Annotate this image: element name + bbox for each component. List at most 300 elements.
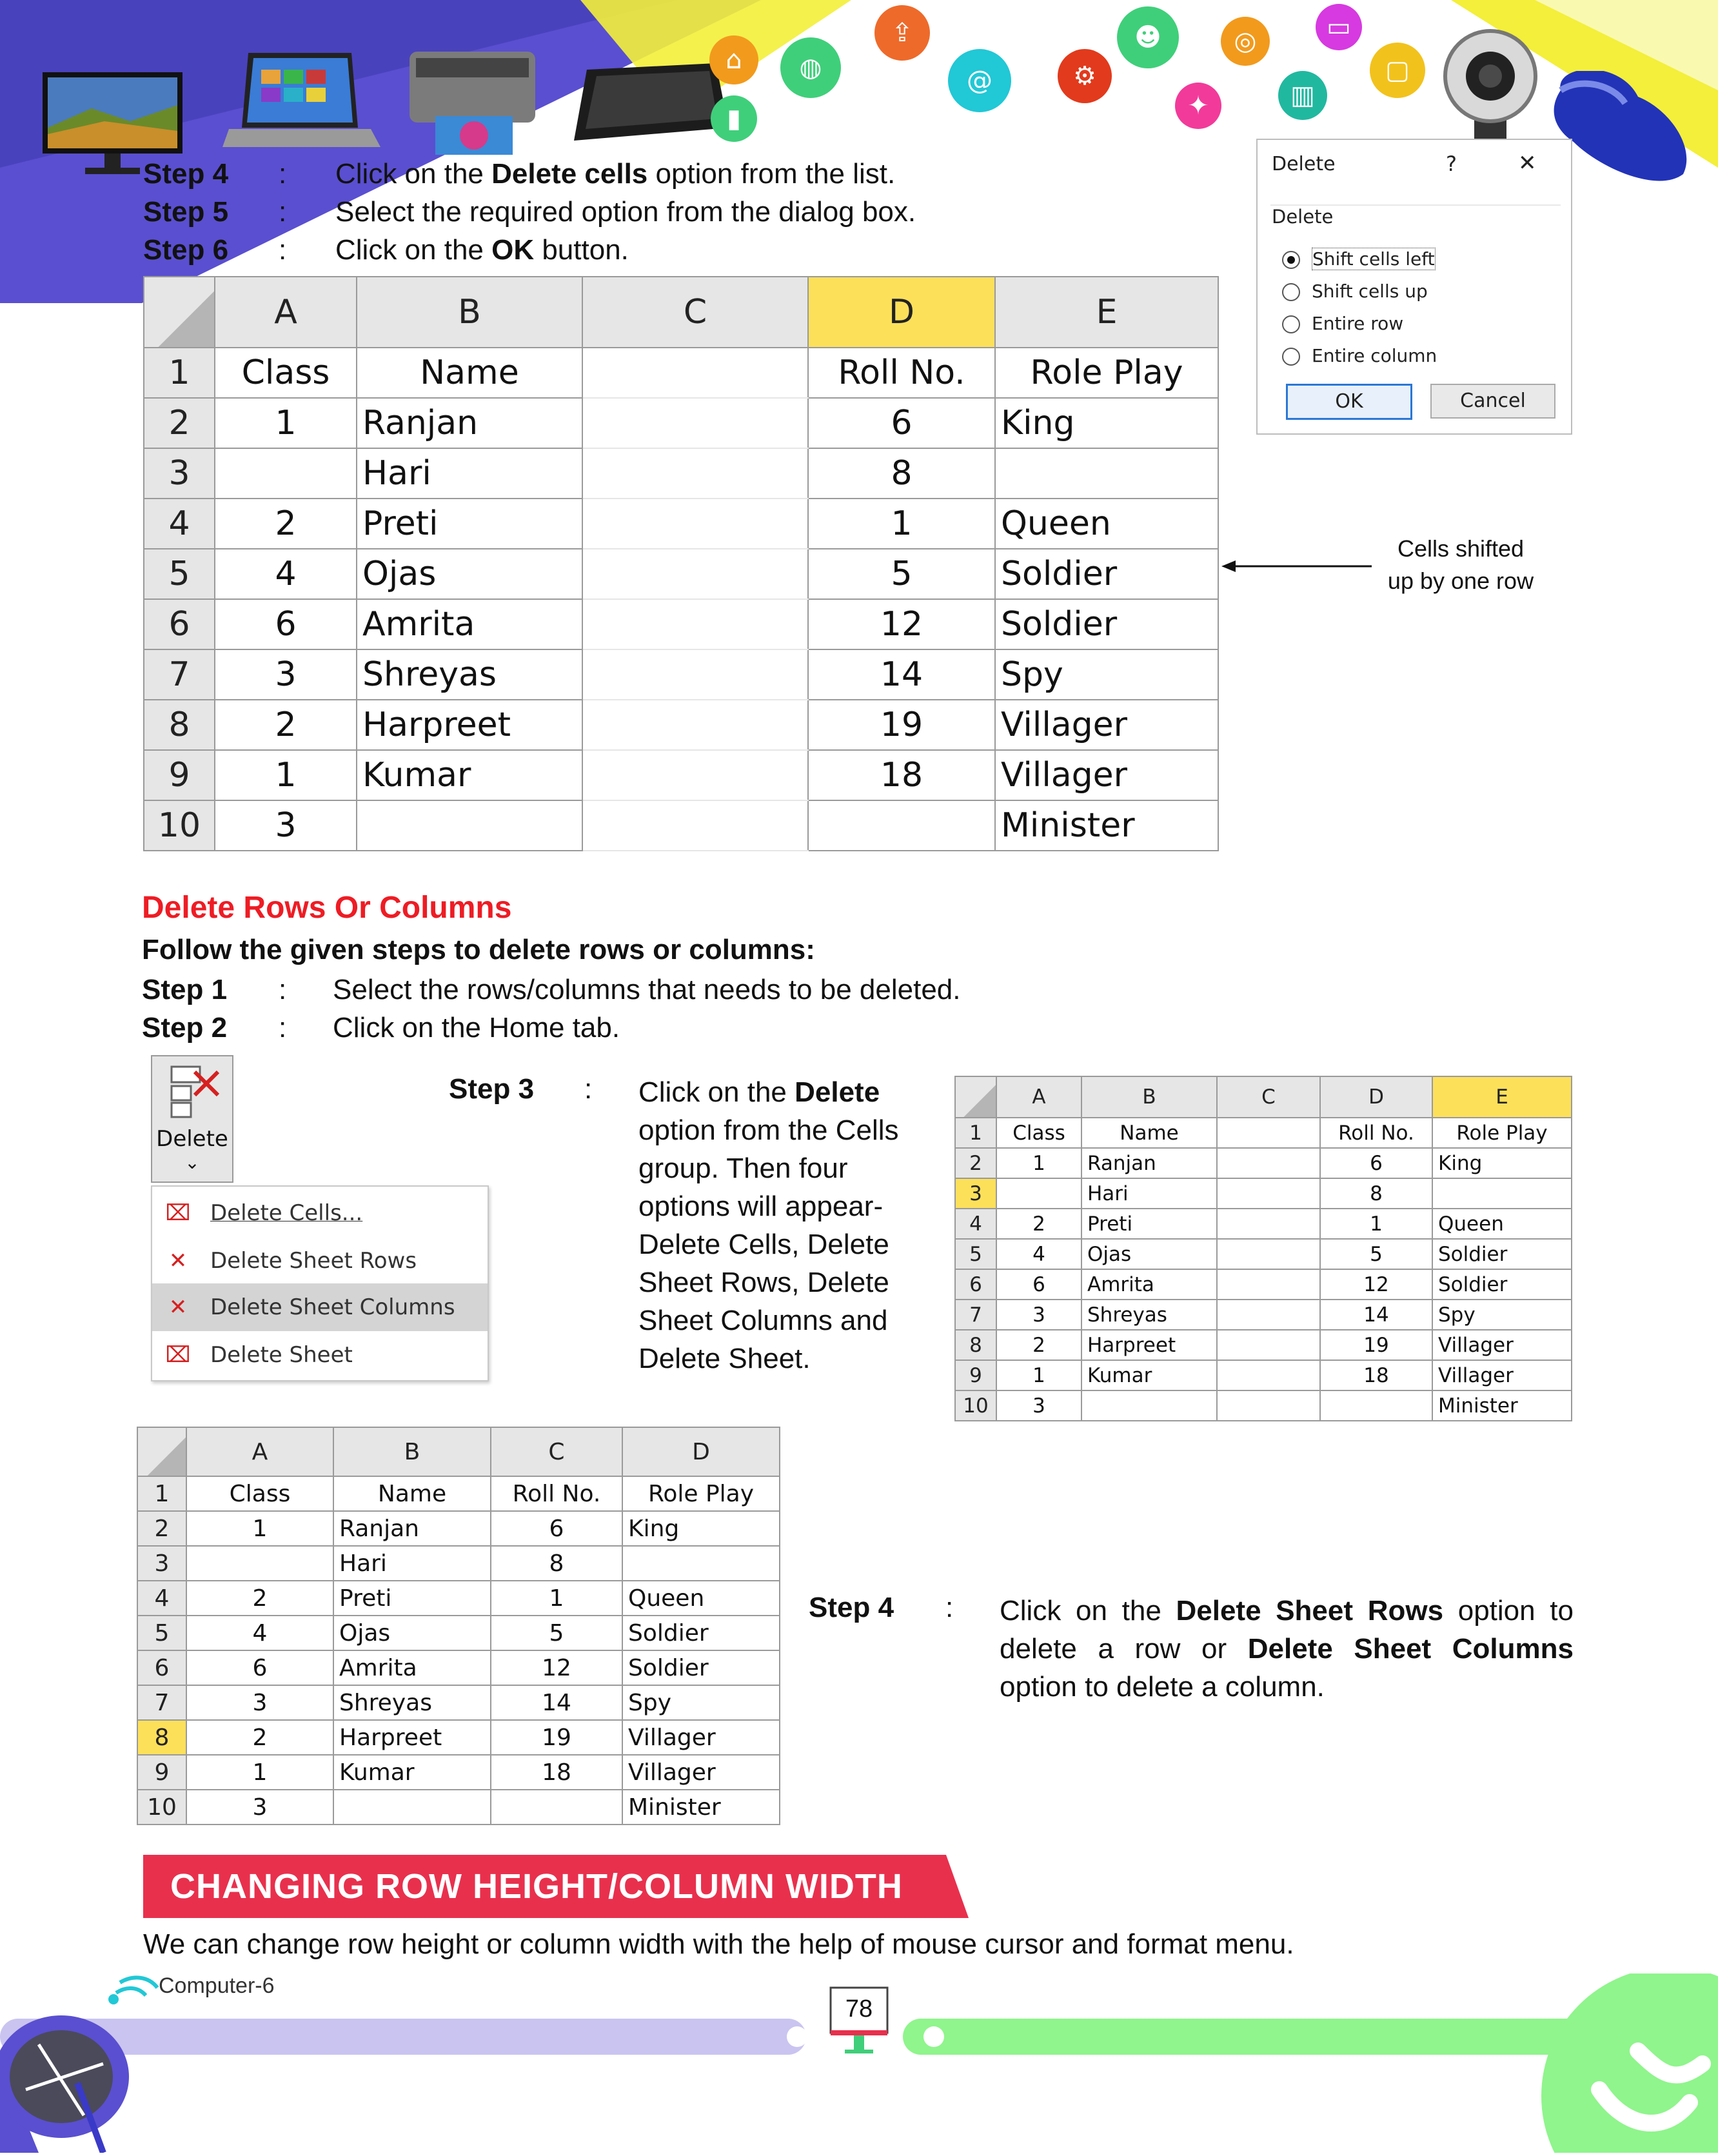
delete-dropdown-menu [151, 1185, 489, 1381]
step-sep: : [279, 1012, 287, 1043]
cell[interactable] [582, 649, 808, 700]
step4-sep: : [945, 1592, 954, 1623]
row-header[interactable]: 6 [144, 599, 215, 649]
step4-text-bold: Delete Sheet Columns [1247, 1633, 1574, 1665]
table-row [144, 348, 1218, 398]
column-header[interactable]: D [1320, 1076, 1432, 1118]
delete-cells-icon [161, 1062, 223, 1121]
row-header[interactable]: 2 [955, 1148, 996, 1178]
cell[interactable]: 5 [491, 1616, 622, 1650]
cell[interactable]: Class [215, 348, 357, 398]
cell[interactable]: 12 [808, 599, 995, 649]
table-row [137, 1546, 780, 1581]
cell[interactable] [333, 1790, 491, 1825]
step3-line [638, 1073, 922, 1111]
cell[interactable] [215, 448, 357, 499]
table-row [955, 1178, 1572, 1209]
cell[interactable]: Ojas [357, 549, 582, 599]
cell[interactable] [582, 599, 808, 649]
cell[interactable] [1217, 1118, 1320, 1148]
row-header[interactable]: 2 [144, 398, 215, 448]
at-icon: @ [948, 49, 1011, 112]
column-header[interactable]: B [357, 277, 582, 348]
step3-line: option from the Cells [638, 1114, 899, 1146]
cell[interactable]: Spy [622, 1685, 780, 1720]
cell[interactable]: 3 [186, 1685, 333, 1720]
cell[interactable]: Minister [622, 1790, 780, 1825]
cell[interactable]: Villager [995, 700, 1218, 750]
spreadsheet-shifted [143, 276, 1219, 851]
table-row [144, 800, 1218, 851]
table-row [144, 599, 1218, 649]
radio[interactable] [1282, 283, 1300, 301]
step-text: Select the rows/columns that needs to be deleted. [333, 974, 961, 1005]
column-header[interactable]: E [1432, 1076, 1572, 1118]
menu-item-delete-sheet[interactable] [152, 1331, 488, 1379]
cell[interactable]: Class [186, 1476, 333, 1511]
annotation-line: Cells shifted [1397, 535, 1525, 562]
row-header[interactable]: 6 [137, 1650, 186, 1685]
cell[interactable]: 12 [491, 1650, 622, 1685]
cell[interactable]: Preti [333, 1581, 491, 1616]
cell[interactable]: Preti [1081, 1209, 1217, 1239]
cell[interactable]: 3 [215, 649, 357, 700]
step3-line: Delete Cells, Delete [638, 1229, 889, 1260]
cell[interactable] [582, 750, 808, 800]
mouse-icon: ⌂ [709, 35, 758, 84]
cell[interactable]: Queen [622, 1581, 780, 1616]
column-header[interactable]: A [186, 1427, 333, 1476]
row-header[interactable]: 10 [955, 1390, 996, 1421]
table-row [955, 1269, 1572, 1300]
cell[interactable] [582, 348, 808, 398]
row-header[interactable]: 5 [955, 1239, 996, 1269]
cell[interactable]: 8 [491, 1546, 622, 1581]
cell[interactable]: Name [333, 1476, 491, 1511]
select-all-corner[interactable] [955, 1076, 996, 1118]
row-header[interactable]: 3 [137, 1546, 186, 1581]
dialog-group-label: Delete [1272, 206, 1338, 228]
cell[interactable]: 1 [215, 398, 357, 448]
cell[interactable]: Soldier [1432, 1239, 1572, 1269]
upload-icon: ⇪ [874, 5, 930, 61]
cell[interactable]: Soldier [995, 549, 1218, 599]
row-header[interactable]: 7 [137, 1685, 186, 1720]
cell[interactable]: Ranjan [333, 1511, 491, 1546]
footer-book-title: Computer-6 [159, 1973, 275, 1998]
table-row [137, 1755, 780, 1790]
gamepad-icon: ✦ [1175, 83, 1221, 129]
column-header[interactable]: C [491, 1427, 622, 1476]
cell[interactable]: 19 [491, 1720, 622, 1755]
step4-text-part: option to delete a column. [1000, 1671, 1325, 1703]
row-header[interactable]: 5 [137, 1616, 186, 1650]
cell[interactable]: 2 [215, 499, 357, 549]
cell[interactable]: 6 [1320, 1148, 1432, 1178]
delete-columns-icon: ✕ [168, 1294, 188, 1320]
cell[interactable]: 2 [996, 1330, 1081, 1360]
annotation-text [1367, 533, 1554, 597]
cell[interactable]: Amrita [333, 1650, 491, 1685]
cell[interactable]: Villager [622, 1720, 780, 1755]
cell[interactable]: 6 [186, 1650, 333, 1685]
step-row [143, 155, 1207, 193]
annotation-line: up by one row [1387, 568, 1534, 594]
cell[interactable] [1217, 1239, 1320, 1269]
step3-line: Sheet Columns and [638, 1305, 888, 1336]
cell[interactable] [1081, 1390, 1217, 1421]
people-icon: ☻ [1117, 6, 1179, 68]
cell[interactable]: 3 [996, 1390, 1081, 1421]
radio-selected[interactable] [1282, 251, 1300, 269]
cell[interactable] [1217, 1269, 1320, 1300]
cell[interactable]: 6 [808, 398, 995, 448]
step-text-bold: OK [491, 234, 535, 266]
table-row [137, 1720, 780, 1755]
cell[interactable]: Villager [1432, 1360, 1572, 1390]
scanner-image [568, 57, 732, 147]
spreadsheet-column-deleted [137, 1427, 780, 1825]
cell[interactable]: 2 [215, 700, 357, 750]
step3-line: Delete Sheet. [638, 1343, 811, 1374]
step4-text-bold: Delete Sheet Rows [1176, 1595, 1444, 1627]
cell[interactable] [582, 398, 808, 448]
row-header[interactable]: 8 [144, 700, 215, 750]
cell[interactable]: Minister [1432, 1390, 1572, 1421]
cell[interactable]: Ranjan [357, 398, 582, 448]
cell[interactable]: Class [996, 1118, 1081, 1148]
cell[interactable] [1217, 1360, 1320, 1390]
table-row [137, 1616, 780, 1650]
row-header[interactable]: 4 [955, 1209, 996, 1239]
column-header[interactable]: D [622, 1427, 780, 1476]
cell[interactable]: 8 [1320, 1178, 1432, 1209]
cell[interactable]: Soldier [995, 599, 1218, 649]
menu-item-delete-sheet-rows[interactable] [152, 1237, 488, 1285]
row-header[interactable]: 7 [144, 649, 215, 700]
row-header[interactable]: 1 [137, 1476, 186, 1511]
column-header[interactable]: B [333, 1427, 491, 1476]
radio[interactable] [1282, 348, 1300, 366]
help-button[interactable]: ? [1446, 152, 1457, 176]
cell[interactable]: 1 [186, 1511, 333, 1546]
delete-cells-icon: ⌧ [165, 1200, 191, 1226]
radio[interactable] [1282, 315, 1300, 333]
row-header[interactable]: 9 [955, 1360, 996, 1390]
step3-line: Sheet Rows, Delete [638, 1267, 889, 1298]
step-label: Step 5 [143, 196, 229, 228]
row-header[interactable]: 4 [144, 499, 215, 549]
dialog-options [1282, 243, 1437, 372]
corner-triangle-icon [138, 1428, 186, 1476]
step-text-post: button. [534, 234, 629, 266]
cell[interactable]: 19 [1320, 1330, 1432, 1360]
cell[interactable]: Queen [995, 499, 1218, 549]
cell[interactable]: Villager [1432, 1330, 1572, 1360]
cell[interactable]: Shreyas [357, 649, 582, 700]
cell[interactable]: 1 [1320, 1209, 1432, 1239]
cell[interactable]: 1 [491, 1581, 622, 1616]
cell[interactable]: 5 [808, 549, 995, 599]
step-row [142, 1009, 1174, 1047]
cell[interactable]: Queen [1432, 1209, 1572, 1239]
cell[interactable]: 6 [491, 1511, 622, 1546]
table-row [137, 1581, 780, 1616]
step-text-pre: Click on the [335, 234, 492, 266]
cell[interactable]: Soldier [622, 1616, 780, 1650]
cell[interactable]: Name [1081, 1118, 1217, 1148]
row-header[interactable]: 5 [144, 549, 215, 599]
option-entire-column[interactable] [1282, 340, 1437, 372]
cell[interactable]: 18 [1320, 1360, 1432, 1390]
cell[interactable] [1217, 1330, 1320, 1360]
row-header[interactable]: 9 [144, 750, 215, 800]
option-shift-cells-up[interactable] [1282, 275, 1437, 308]
cell[interactable]: 6 [996, 1269, 1081, 1300]
cell[interactable]: Ranjan [1081, 1148, 1217, 1178]
cell[interactable]: Preti [357, 499, 582, 549]
table-row [955, 1209, 1572, 1239]
row-header[interactable]: 1 [955, 1118, 996, 1148]
close-icon[interactable]: ✕ [1518, 150, 1537, 176]
cell[interactable]: Shreyas [1081, 1300, 1217, 1330]
step4-label: Step 4 [809, 1592, 894, 1623]
cell[interactable] [582, 549, 808, 599]
delete-rows-icon: ✕ [168, 1248, 188, 1274]
cell[interactable]: Soldier [1432, 1269, 1572, 1300]
step-label: Step 2 [142, 1012, 228, 1043]
step-row [143, 193, 1207, 231]
cell[interactable]: 2 [186, 1581, 333, 1616]
cell[interactable] [582, 448, 808, 499]
cell[interactable]: Hari [333, 1546, 491, 1581]
cell[interactable] [582, 800, 808, 851]
cell[interactable] [1217, 1178, 1320, 1209]
table-row [955, 1360, 1572, 1390]
cell[interactable]: 14 [1320, 1300, 1432, 1330]
cell[interactable]: 1 [808, 499, 995, 549]
menu-item-label: Delete Sheet Rows [210, 1248, 417, 1274]
row-header[interactable]: 4 [137, 1581, 186, 1616]
cell[interactable]: Hari [357, 448, 582, 499]
cell[interactable]: Soldier [622, 1650, 780, 1685]
cell[interactable]: 3 [996, 1300, 1081, 1330]
row-header[interactable]: 8 [955, 1330, 996, 1360]
cell[interactable] [491, 1790, 622, 1825]
option-entire-row[interactable] [1282, 308, 1437, 340]
cell[interactable]: Spy [995, 649, 1218, 700]
row-header[interactable]: 3 [955, 1178, 996, 1209]
cell[interactable] [186, 1546, 333, 1581]
row-header[interactable]: 8 [137, 1720, 186, 1755]
cell[interactable]: Role Play [622, 1476, 780, 1511]
corner-triangle-icon [956, 1077, 996, 1117]
menu-item-delete-sheet-columns[interactable] [152, 1283, 488, 1331]
column-header[interactable]: E [995, 277, 1218, 348]
row-header[interactable]: 3 [144, 448, 215, 499]
cell[interactable]: Kumar [333, 1755, 491, 1790]
cell[interactable]: 1 [996, 1148, 1081, 1178]
cell[interactable]: 1 [186, 1755, 333, 1790]
step-sep: : [279, 196, 287, 228]
cell[interactable] [996, 1178, 1081, 1209]
table-row [137, 1790, 780, 1825]
cell[interactable]: 3 [215, 800, 357, 851]
cell[interactable]: Harpreet [1081, 1330, 1217, 1360]
cell[interactable]: 18 [491, 1755, 622, 1790]
cell[interactable]: Amrita [1081, 1269, 1217, 1300]
step-row [142, 971, 1174, 1009]
cell[interactable]: Harpreet [333, 1720, 491, 1755]
cell[interactable]: Shreyas [333, 1685, 491, 1720]
step3-line: group. Then four [638, 1152, 848, 1184]
page-number: 78 [845, 1995, 873, 2022]
row-header[interactable]: 2 [137, 1511, 186, 1546]
cell[interactable] [1432, 1178, 1572, 1209]
step-text-pre: Click on the [335, 158, 492, 190]
cell[interactable]: King [622, 1511, 780, 1546]
cell[interactable]: Role Play [1432, 1118, 1572, 1148]
row-header[interactable]: 1 [144, 348, 215, 398]
cell[interactable] [582, 700, 808, 750]
row-header[interactable]: 6 [955, 1269, 996, 1300]
cell[interactable]: Amrita [357, 599, 582, 649]
cell[interactable]: 19 [808, 700, 995, 750]
cell[interactable]: 18 [808, 750, 995, 800]
column-header[interactable]: B [1081, 1076, 1217, 1118]
cell[interactable]: 2 [186, 1720, 333, 1755]
table-row [955, 1148, 1572, 1178]
column-header[interactable]: A [215, 277, 357, 348]
chart-icon: ▮ [711, 95, 757, 142]
cell[interactable]: 14 [808, 649, 995, 700]
step-text: Click on the Home tab. [333, 1012, 620, 1043]
section-intro: Follow the given steps to delete rows or columns: [142, 934, 815, 965]
step4-text-part: option to delete a row or [1000, 1595, 1574, 1665]
row-header[interactable]: 10 [137, 1790, 186, 1825]
option-shift-cells-left[interactable] [1282, 243, 1437, 275]
cell[interactable]: Villager [622, 1755, 780, 1790]
step4-text-part: Click on the [1000, 1595, 1176, 1627]
step3-text-pre: Click on the [638, 1076, 795, 1108]
cell[interactable]: 6 [215, 599, 357, 649]
monitor-icon: ▢ [1370, 43, 1425, 98]
menu-item-delete-cells[interactable] [152, 1189, 488, 1237]
cell[interactable]: King [1432, 1148, 1572, 1178]
step4-text [1000, 1592, 1574, 1706]
column-header[interactable]: C [1217, 1076, 1320, 1118]
step-text [335, 155, 895, 193]
cell[interactable] [808, 800, 995, 851]
cell[interactable]: King [995, 398, 1218, 448]
column-header[interactable]: C [582, 277, 808, 348]
ok-button[interactable]: OK [1286, 384, 1412, 420]
cell[interactable]: 8 [808, 448, 995, 499]
cell[interactable] [622, 1546, 780, 1581]
row-header[interactable]: 10 [144, 800, 215, 851]
cell[interactable]: Villager [995, 750, 1218, 800]
globe-icon: ◍ [780, 37, 841, 98]
banner-title: CHANGING ROW HEIGHT/COLUMN WIDTH [170, 1867, 903, 1906]
step3-line: options will appear- [638, 1191, 884, 1222]
spreadsheet-row3-selected [954, 1076, 1572, 1421]
cell[interactable]: 2 [996, 1209, 1081, 1239]
cell[interactable] [357, 800, 582, 851]
cell[interactable]: Minister [995, 800, 1218, 851]
cell[interactable]: Spy [1432, 1300, 1572, 1330]
table-row [144, 398, 1218, 448]
cell[interactable] [1217, 1148, 1320, 1178]
printer-image [390, 39, 555, 158]
table-row [137, 1650, 780, 1685]
cell[interactable]: 14 [491, 1685, 622, 1720]
cell[interactable]: 3 [186, 1790, 333, 1825]
cell[interactable]: Kumar [357, 750, 582, 800]
cell[interactable]: 4 [996, 1239, 1081, 1269]
cell[interactable] [1217, 1209, 1320, 1239]
cell[interactable] [995, 448, 1218, 499]
cell[interactable]: Ojas [1081, 1239, 1217, 1269]
table-row [137, 1476, 780, 1511]
column-header[interactable]: D [808, 277, 995, 348]
cell[interactable] [1217, 1390, 1320, 1421]
delete-ribbon-button[interactable] [151, 1055, 233, 1183]
cell[interactable]: 4 [186, 1616, 333, 1650]
cell[interactable]: 1 [215, 750, 357, 800]
cell[interactable]: 1 [996, 1360, 1081, 1390]
column-header[interactable]: A [996, 1076, 1081, 1118]
step-label: Step 4 [143, 158, 229, 190]
cell[interactable]: 5 [1320, 1239, 1432, 1269]
select-all-corner[interactable] [137, 1427, 186, 1476]
bar-chart-icon: ▥ [1278, 71, 1327, 120]
step3-sep: : [584, 1073, 593, 1105]
select-all-corner[interactable] [144, 277, 215, 348]
cell[interactable]: Harpreet [357, 700, 582, 750]
step-label: Step 6 [143, 234, 229, 266]
cell[interactable] [582, 499, 808, 549]
row-header[interactable]: 9 [137, 1755, 186, 1790]
table-row [955, 1118, 1572, 1148]
cell[interactable] [1320, 1390, 1432, 1421]
table-row [144, 549, 1218, 599]
cell[interactable]: Kumar [1081, 1360, 1217, 1390]
cell[interactable]: Roll No. [1320, 1118, 1432, 1148]
cell[interactable]: Hari [1081, 1178, 1217, 1209]
table-row [955, 1330, 1572, 1360]
cancel-button[interactable]: Cancel [1430, 384, 1555, 419]
cell[interactable]: Ojas [333, 1616, 491, 1650]
webcam-image [1436, 25, 1545, 147]
cell[interactable]: 12 [1320, 1269, 1432, 1300]
cell[interactable]: Roll No. [491, 1476, 622, 1511]
step-text-bold: Delete cells [491, 158, 648, 190]
step-row [143, 231, 1207, 269]
cell[interactable]: 4 [215, 549, 357, 599]
step-sep: : [279, 158, 287, 190]
cell[interactable]: Role Play [995, 348, 1218, 398]
row-header[interactable]: 7 [955, 1300, 996, 1330]
cell[interactable]: Name [357, 348, 582, 398]
table-row [137, 1685, 780, 1720]
annotation-arrow [1220, 560, 1375, 573]
table-row [137, 1511, 780, 1546]
cell[interactable]: Roll No. [808, 348, 995, 398]
corner-triangle-icon [144, 277, 214, 347]
option-label: Entire column [1312, 345, 1437, 366]
cell[interactable] [1217, 1300, 1320, 1330]
delete-sheet-icon: ⌧ [165, 1342, 191, 1368]
